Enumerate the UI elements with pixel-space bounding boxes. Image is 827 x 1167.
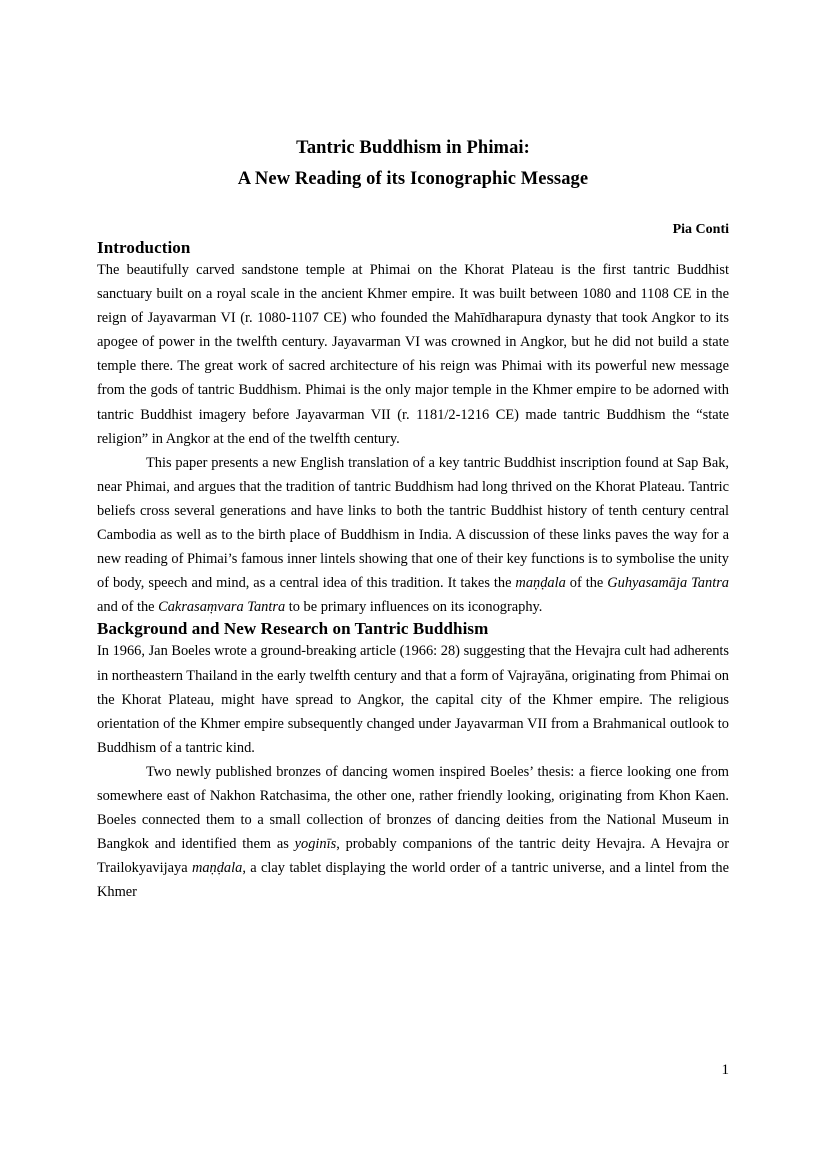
paragraph-intro-2: This paper presents a new English translation of a key tantric Buddhist inscription found at Sap Bak, near Phimai, and argues that the tradition of tantric Buddhism had long thrived on the Khorat Plateau. Tantric beliefs cross several generations and have links to both the tantric Buddhist history of tenth century central Cambodia as well as to the birth place of Buddhism in India. A discussion of these links paves the way for a new reading of Phimai’s famous inner lintels showing that one of their key functions is to symbolise the unity of body, speech and mind, as a central idea of this tradition. It takes the maṇḍala of the Guhyasamāja Tantra and of the Cakrasaṃvara Tantra to be primary influences on its iconography.: [97, 454, 729, 616]
paragraph-background-1: In 1966, Jan Boeles wrote a ground-breaking article (1966: 28) suggesting that the Hevajra cult had adherents in northeastern Thailand in the early twelfth century and that a form of Vajrayāna, originating from Phimai on the Khorat Plateau, might have spread to Angkor, the capital city of the Khmer empire. The religious orientation of the Khmer empire subsequently changed under Jayavarman VII from a Brahmanical outlook to Buddhism of a tantric kind.: [97, 643, 729, 756]
page-content: [97, 0, 729, 904]
author-byline: Pia Conti: [672, 222, 729, 237]
page-title-line-2: A New Reading of its Iconographic Message: [237, 169, 589, 189]
italic-term: maṇḍala: [515, 575, 566, 592]
italic-term: Guhyasamāja Tantra: [607, 575, 729, 592]
page-title-line-1: Tantric Buddhism in Phimai:: [296, 138, 530, 158]
italic-term: yoginīs: [294, 836, 337, 853]
section-heading-introduction: Introduction: [97, 238, 191, 257]
section-heading-background: Background and New Research on Tantric Buddhism: [97, 619, 489, 639]
page-number: 1: [721, 1062, 729, 1078]
paragraph-background-2: Two newly published bronzes of dancing women inspired Boeles’ thesis: a fierce looking one from somewhere east of Nakhon Ratchasima, the other one, rather friendly looking, originating from Khon Kaen. Boeles connected them to a small collection of bronzes of dancing deities from the National Museum in Bangkok and identified them as yoginīs, probably companions of the tantric deity Hevajra. A Hevajra or Trailokyavijaya maṇḍala, a clay tablet displaying the world order of a tantric universe, and a lintel from the Khmer: [97, 763, 730, 901]
title-block: [97, 0, 729, 195]
italic-term: maṇḍala: [191, 860, 243, 877]
paragraph-intro-1: The beautifully carved sandstone temple at Phimai on the Khorat Plateau is the first tantric Buddhist sanctuary built on a royal scale in the ancient Khmer empire. It was built between 1080 and 1108 CE in the reign of Jayavarman VI (r. 1080-1107 CE) who founded the Mahīdharapura dynasty that took Angkor to its apogee of power in the twelfth century. Jayavarman VI was crowned in Angkor, but he did not build a state temple there. The great work of sacred architecture of his reign was Phimai with its powerful new message from the gods of tantric Buddhism. Phimai is the only major temple in the Khmer empire to be adorned with tantric Buddhist imagery before Jayavarman VII (r. 1181/2-1216 CE) made tantric Buddhism the “state religion” in Angkor at the end of the twelfth century.: [97, 262, 729, 447]
italic-term: Cakrasaṃvara Tantra: [158, 599, 286, 616]
